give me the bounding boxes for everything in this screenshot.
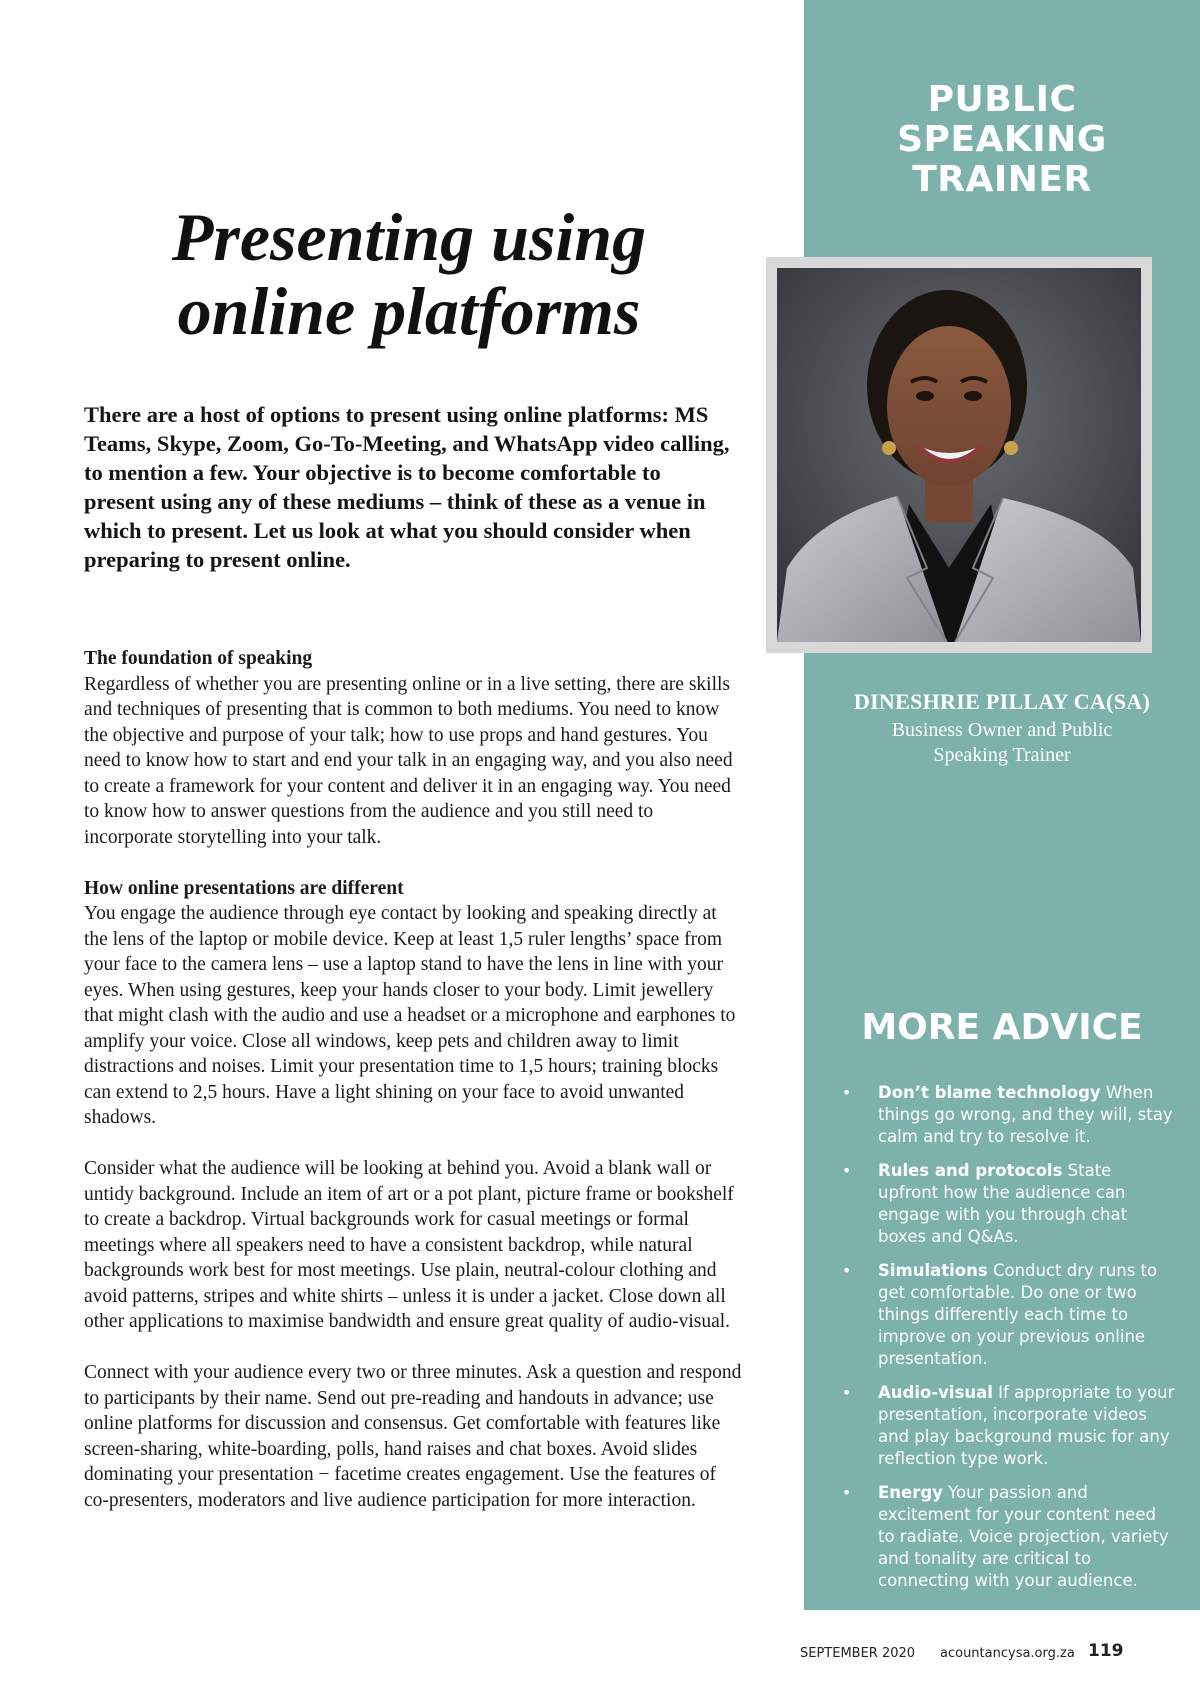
bullet-icon: •	[842, 1161, 852, 1180]
advice-lead: Energy	[878, 1483, 943, 1502]
section-heading: The foundation of speaking	[84, 648, 313, 669]
bullet-icon: •	[842, 1083, 852, 1102]
bullet-icon: •	[842, 1383, 852, 1402]
kicker-line: TRAINER	[912, 159, 1092, 200]
advice-list	[836, 1082, 1176, 1604]
body-paragraph: Connect with your audience every two or three minutes. Ask a question and respond to participants by their name. Send out pre-reading and handouts in advance; use online platforms for discussion and consensus. Get comfortable with features like screen-sharing, white-boarding, polls, hand raises and chat boxes. Avoid slides dominating your presentation − facetime creates engagement. Use the features of co-presenters, moderators and live audience participation for more interaction.	[84, 1362, 742, 1511]
advice-item	[836, 1260, 1176, 1370]
advice-lead: Rules and protocols	[878, 1161, 1063, 1180]
bullet-icon: •	[842, 1483, 852, 1502]
body-paragraph: You engage the audience through eye contact by looking and speaking directly at the lens of the laptop or mobile device. Keep at least 1,5 ruler lengths’ space from your face to the camera lens – use a laptop stand to have the lens in line with your eyes. When using gestures, keep your hands closer to your body. Limit jewellery that might clash with the audio and use a headset or a microphone and earphones to amplify your voice. Close all windows, keep pets and children away to limit distractions and noises. Limit your presentation time to 1,5 hours; training blocks can extend to 2,5 hours. Have a light shining on your face to avoid unwanted shadows.	[84, 903, 736, 1128]
page-footer	[800, 1640, 1150, 1664]
advice-item	[836, 1382, 1176, 1470]
section-kicker	[804, 80, 1200, 200]
article-intro: There are a host of options to present using online platforms: MS Teams, Skype, Zoom, Go-To-Meeting, and WhatsApp video calling, to mention a few. Your objective is to become comfortable to present using any of these mediums – think of these as a venue in which to present. Let us look at what you should consider when preparing to present online.	[84, 402, 730, 572]
kicker-line: PUBLIC	[927, 79, 1077, 120]
author-role: Business Owner and Public Speaking Trainer	[891, 719, 1113, 766]
page-number: 119	[1088, 1641, 1124, 1661]
title-line: online platforms	[177, 273, 641, 349]
advice-text: Conduct dry runs to get comfortable. Do one or two things differently each time to improve on your previous online presentation.	[878, 1261, 1158, 1368]
kicker-line: SPEAKING	[897, 119, 1107, 160]
advice-item	[836, 1082, 1176, 1148]
advice-lead: Audio-visual	[878, 1383, 993, 1402]
body-paragraph: Regardless of whether you are presenting online or in a live setting, there are skills and techniques of presenting that is common to both mediums. You need to know the objective and purpose of your talk; how to use props and hand gestures. You need to know how to start and end your talk in an engaging way, and you also need to create a framework for your content and deliver it in an engaging way. You need to know how to answer questions from the audience and you still need to incorporate storytelling into your talk.	[84, 673, 733, 848]
advice-lead: Simulations	[878, 1261, 988, 1280]
author-photo	[777, 268, 1141, 642]
body-paragraph: Consider what the audience will be looking at behind you. Avoid a blank wall or untidy background. Include an item of art or a pot plant, picture frame or bookshelf to create a backdrop. Virtual backgrounds work for casual meetings or formal meetings where all speakers need to have a consistent backdrop, while natural backgrounds work best for most meetings. Use plain, neutral-colour clothing and avoid patterns, stripes and white shirts – unless it is under a jacket. Close down all other applications to maximise bandwidth and ensure great quality of audio-visual.	[84, 1158, 734, 1332]
author-byline	[804, 688, 1200, 768]
issue-date: SEPTEMBER 2020	[800, 1646, 916, 1661]
website-text: acountancysa.org.za	[940, 1646, 1075, 1661]
advice-item	[836, 1482, 1176, 1592]
advice-text: Your passion and excitement for your content need to radiate. Voice projection, variety and tonality are critical to connecting with your audience.	[878, 1483, 1169, 1590]
advice-text: When things go wrong, and they will, stay calm and try to resolve it.	[878, 1083, 1173, 1146]
title-line: Presenting using	[171, 199, 647, 275]
section-heading: How online presentations are different	[84, 877, 404, 899]
article-body	[84, 646, 744, 1513]
advice-item	[836, 1160, 1176, 1248]
author-photo-frame	[766, 257, 1152, 653]
author-name: DINESHRIE PILLAY CA(SA)	[853, 689, 1151, 714]
advice-text: If appropriate to your presentation, incorporate videos and play background music for any reflection type work.	[878, 1383, 1175, 1468]
article-title	[84, 200, 734, 348]
bullet-icon: •	[842, 1261, 852, 1280]
advice-lead: Don’t blame technology	[878, 1083, 1101, 1102]
more-advice-heading: MORE ADVICE	[861, 1007, 1143, 1048]
advice-text: State upfront how the audience can engage with you through chat boxes and Q&As.	[878, 1161, 1128, 1246]
